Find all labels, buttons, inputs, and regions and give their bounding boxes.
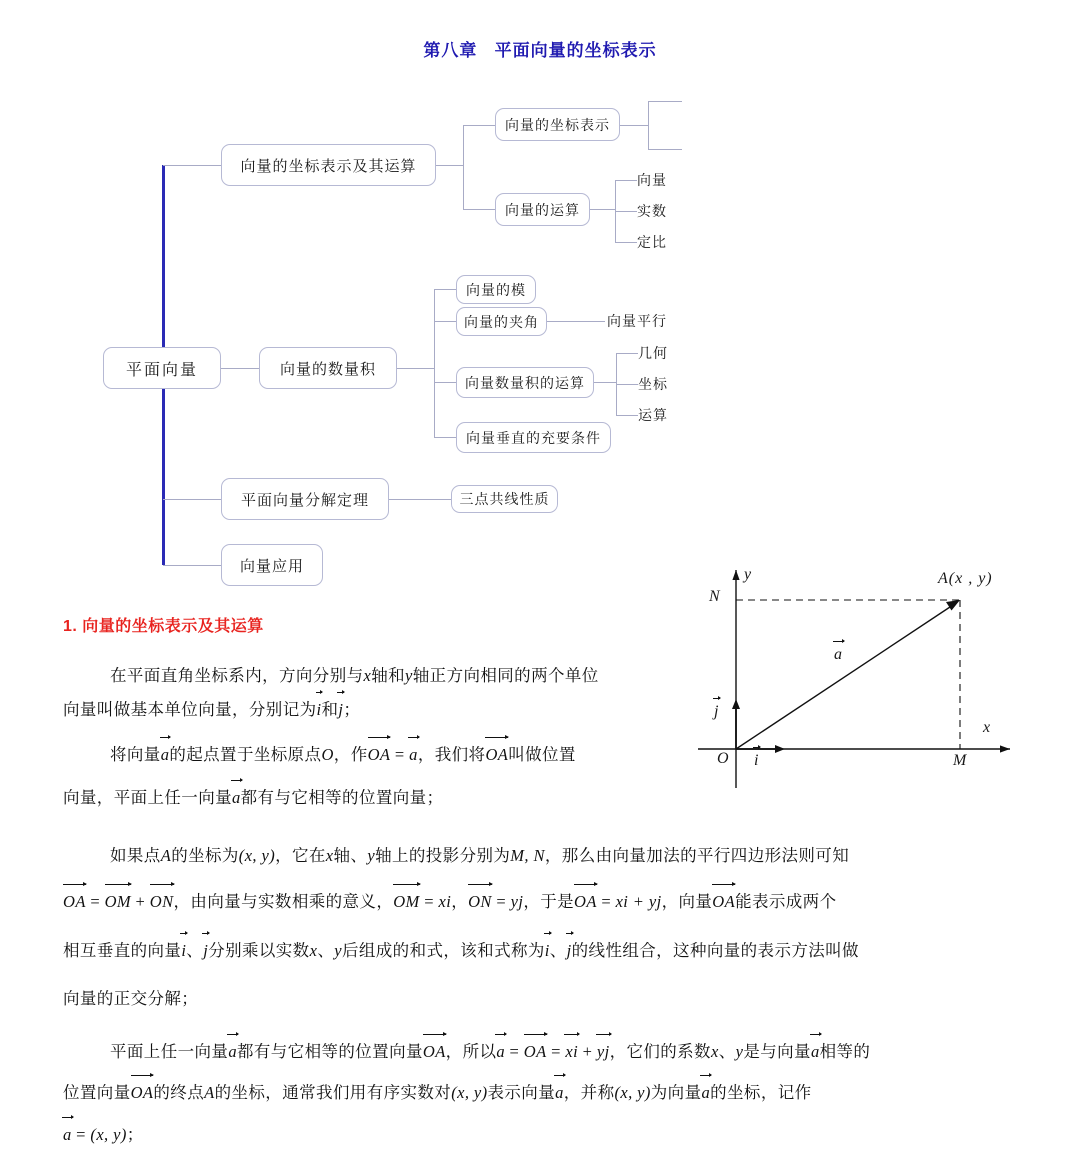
mindmap-node-perpendicular-cond-label: 向量垂直的充要条件 [466,431,601,447]
mindmap-leaf-dp-3[interactable]: 运算 [638,409,668,424]
figure-label-N: N [709,588,721,605]
connector-coord-child1 [463,125,495,126]
p4-f: 相等的 [819,1042,871,1061]
paragraph-2-line-2 [63,785,443,811]
connector-dot-spine [434,289,435,437]
figure-label-unit-j [714,703,719,721]
mindmap-node-collinear-property[interactable] [451,485,558,513]
p1-l2-a: 向量叫做基本单位向量，分别记为 [63,700,317,719]
p1-x: x [363,666,372,685]
mindmap-leaf-ops-2[interactable]: 实数 [637,205,667,220]
figure-label-y: y [744,566,753,583]
p3-y: y [367,846,376,865]
figure-unit-j-text: j [714,703,720,720]
p1-l1-b: 轴和 [371,666,406,685]
mindmap-node-vector-coord-repr[interactable] [495,108,620,141]
p2-c: ，作 [333,745,368,764]
p2-e: 叫做位置 [508,745,576,764]
p3-l2-d: 能表示成两个 [735,892,837,911]
p4-d: ，它们的系数 [609,1042,711,1061]
p3-c: ，它在 [275,846,326,865]
p4-l2-a-3: a [701,1083,711,1102]
p4-l2-e: ，并称 [563,1083,615,1102]
mindmap-node-applications-label: 向量应用 [239,558,304,575]
mindmap-node-decomposition-theorem-label: 平面向量分解定理 [240,492,369,509]
connector-dot-out [397,368,434,369]
mindmap-node-decomposition-theorem[interactable] [221,478,389,520]
connector-vops-leaf3 [615,242,637,243]
p4-l2-d: 表示向量 [487,1083,556,1102]
p3-l3-y: y [334,941,342,960]
connector-dot-child1 [434,289,456,290]
mindmap-leaf-ops-1[interactable]: 向量 [637,174,667,189]
paragraph-1-line-1 [110,663,599,689]
p4-OA-2: OA [523,1042,547,1061]
p3-OM: OM [104,892,132,911]
connector-root-to-dot [221,368,259,369]
paragraph-3-line-3 [63,938,859,964]
p3-l3-c: 后组成的和式，该和式称为 [341,941,545,960]
p2-OA-1: OA [367,745,391,764]
p3-l3-dun2: 、 [317,941,335,960]
p3-l2-c: ，向量 [661,892,713,911]
mindmap-node-dot-product-ops-label: 向量数量积的运算 [465,376,585,392]
connector-root-to-decomp [163,499,221,500]
mindmap-node-vector-ops-label: 向量的运算 [505,203,580,219]
p2-eq: = [390,745,410,764]
p3-OA-3: OA [712,892,736,911]
p2-vec-a-3: a [232,788,241,807]
p1-l1-a: 在平面直角坐标系内，方向分别与 [110,666,364,685]
p3-l3-i: i [181,941,187,960]
mindmap-node-dot-product-ops[interactable] [456,367,594,398]
paragraph-3-line-4: 向量的正交分解； [63,989,199,1008]
page-title: 第八章 平面向量的坐标表示 [423,41,657,60]
p2-vec-a-2: a [409,745,418,764]
mindmap-node-root[interactable] [103,347,221,389]
p3-l3-i-2: i [544,941,550,960]
p4-l3-eq: = [71,1125,91,1144]
p4-dun: 、 [718,1042,736,1061]
mindmap-node-dot-product-label: 向量的数量积 [279,361,376,378]
p4-a-3: a [810,1042,820,1061]
mindmap-node-coord-repr-ops[interactable] [221,144,436,186]
connector-dpo-out [594,382,616,383]
p3-l3-dun1: 、 [186,941,204,960]
p3-eq4: = [596,892,616,911]
mindmap-leaf-dp-2[interactable]: 坐标 [638,378,668,393]
p3-xi: xi [438,892,452,911]
p2-b: 的起点置于坐标原点 [169,745,322,764]
p3-MN: M, N [510,846,545,865]
figure-unit-i-text: i [754,752,760,769]
p3-ON-2: ON [468,892,492,911]
p4-l2-c: 的坐标，通常我们用有序实数对 [214,1083,452,1102]
coordinate-diagram-svg [688,556,1028,801]
p4-eq2: = [546,1042,566,1061]
p3-b: 的坐标为 [171,846,239,865]
connector-vops-leaf1 [615,180,637,181]
p1-i: i [316,700,322,719]
p4-e: 是与向量 [743,1042,811,1061]
p4-l2-f: 为向量 [650,1083,702,1102]
p3-l3-x: x [309,941,318,960]
mindmap-node-modulus-label: 向量的模 [466,283,526,299]
connector-dpo-leaf2 [616,384,638,385]
figure-label-x: x [983,719,992,736]
mindmap-node-angle-label: 向量的夹角 [464,315,539,331]
paragraph-1-line-2 [63,697,360,723]
mindmap-node-vector-coord-repr-label: 向量的坐标表示 [505,118,610,134]
mindmap-node-angle[interactable] [456,307,547,336]
p3-x: x [325,846,334,865]
connector-root-to-coord [163,165,221,166]
mindmap [0,86,1080,596]
p4-yj: yj [596,1042,610,1061]
p4-l2-a-2: a [555,1083,564,1102]
connector-coord-spine [463,125,464,209]
connector-coord-out [436,165,463,166]
coordinate-diagram [688,556,1028,801]
p1-y: y [405,666,413,685]
connector-vcr-leaf2 [648,149,682,150]
p3-A: A [160,846,172,865]
p4-a-2: a [496,1042,506,1061]
connector-vcr-leaf1 [648,101,682,102]
p2-l2-a: 向量，平面上任一向量 [63,788,232,807]
paragraph-2-line-1 [110,742,576,768]
p3-l3-j-2: j [566,941,572,960]
connector-vops-leaf2 [615,211,637,212]
p3-xy: (x, y) [238,846,276,865]
mindmap-node-modulus[interactable] [456,275,536,304]
p4-l2-a: 位置向量 [63,1083,131,1102]
p4-x: x [710,1042,719,1061]
p2-l2-b: 都有与它相等的位置向量； [240,788,444,807]
p1-and: 和 [321,700,339,719]
connector-vcr-spine [648,101,649,149]
p1-j: j [338,700,344,719]
p2-d: ，我们将 [417,745,486,764]
mindmap-leaf-parallel[interactable]: 向量平行 [607,315,667,330]
p4-eq1: = [505,1042,524,1061]
p3-f: ，那么由向量加法的平行四边形法则可知 [544,846,850,865]
connector-dpo-leaf1 [616,353,638,354]
mindmap-node-dot-product[interactable] [259,347,397,389]
p3-l2-b: ，于是 [523,892,575,911]
mindmap-node-perpendicular-cond[interactable] [456,422,611,453]
connector-angle-to-parallel [547,321,605,322]
paragraph-3-line-1 [110,843,849,869]
p4-y: y [735,1042,744,1061]
p4-l2-xy: (x, y) [451,1083,488,1102]
p4-a: 平面上任一向量 [110,1042,229,1061]
p3-OM-2: OM [393,892,420,911]
connector-vcr-out [620,125,648,126]
p3-l3-b: 分别乘以实数 [208,941,310,960]
p3-plus: + [131,892,150,911]
p3-eq3: = [491,892,511,911]
mindmap-node-root-label: 平面向量 [125,361,198,379]
figure-label-O: O [717,750,730,767]
figure-label-A: A(x , y) [938,570,993,587]
p2-OA-2: OA [485,745,509,764]
mindmap-node-vector-ops[interactable] [495,193,590,226]
p2-O: O [321,745,334,764]
p4-l2-xy-2: (x, y) [614,1083,651,1102]
p4-OA: OA [422,1042,446,1061]
figure-vector-a-text: a [834,646,843,663]
p1-l1-c: 轴正方向相同的两个单位 [412,666,599,685]
p3-comma: ， [451,892,469,911]
connector-root-to-apps [163,565,221,566]
connector-decomp-to-collinear [389,499,451,500]
p4-l2-OA: OA [130,1083,154,1102]
p3-l3-j: j [203,941,209,960]
p3-l2-a: ，由向量与实数相乘的意义， [173,892,394,911]
paragraph-3-line-2 [63,889,836,915]
p3-yj: yj [510,892,524,911]
p4-vec-a: a [228,1042,237,1061]
p3-xiyj: xi + yj [615,892,662,911]
p3-eq1: = [85,892,105,911]
connector-dot-child4 [434,437,456,438]
p3-ON: ON [149,892,174,911]
mindmap-leaf-ops-3[interactable]: 定比 [637,236,667,251]
connector-dot-child3 [434,382,456,383]
mindmap-leaf-dp-1[interactable]: 几何 [638,347,668,362]
p4-l3-a: a [63,1125,72,1144]
p3-eq2: = [419,892,439,911]
p3-e: 轴上的投影分别为 [375,846,511,865]
p1-semi: ； [343,700,361,719]
p3-l3-dun3: 、 [549,941,567,960]
p3-l3-a: 相互垂直的向量 [63,941,182,960]
p3-l3-d: 的线性组合，这种向量的表示方法叫做 [571,941,859,960]
p4-l2-A: A [204,1083,215,1102]
p4-l2-b: 的终点 [153,1083,205,1102]
p3-a: 如果点 [110,846,161,865]
paragraph-4-line-1 [110,1039,870,1065]
connector-coord-child2 [463,209,495,210]
p4-plus: + [578,1042,597,1061]
connector-vops-out [590,209,615,210]
p4-l2-g: 的坐标，记作 [710,1083,812,1102]
mindmap-node-applications[interactable] [221,544,323,586]
p3-d: 轴、 [333,846,368,865]
mindmap-node-coord-repr-ops-label: 向量的坐标表示及其运算 [240,158,417,175]
figure-label-M: M [953,752,968,769]
paragraph-4-line-3 [63,1122,144,1148]
p4-b: 都有与它相等的位置向量 [236,1042,423,1061]
mindmap-node-collinear-property-label: 三点共线性质 [459,493,550,508]
p4-l3-xy: (x, y) [90,1125,127,1144]
p3-OA-2: OA [574,892,597,911]
section-heading: 1. 向量的坐标表示及其运算 [63,618,264,635]
p4-l3-semi: ； [126,1125,144,1144]
connector-dot-child2 [434,321,456,322]
p4-c: ，所以 [445,1042,497,1061]
p2-vec-a: a [160,745,170,764]
p2-a: 将向量 [110,745,161,764]
figure-label-vector-a [834,646,843,664]
p3-OA: OA [63,892,86,911]
paragraph-4-line-2 [63,1080,812,1106]
p4-xi: xi [565,1042,579,1061]
connector-dpo-leaf3 [616,415,638,416]
figure-label-unit-i [754,752,759,770]
